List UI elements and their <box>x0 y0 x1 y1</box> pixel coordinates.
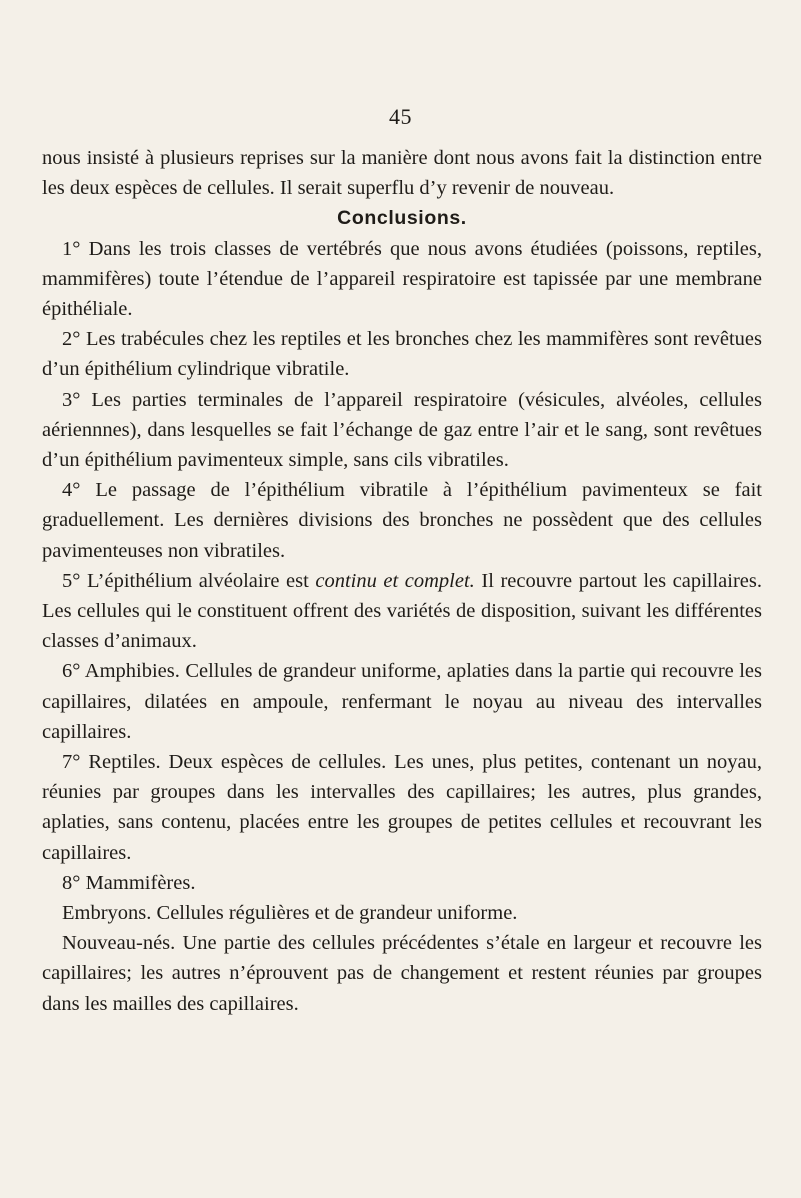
conclusion-2: 2° Les trabécules chez les reptiles et les bronches chez les mammifères sont revêtues d’un épithélium cylindrique vibratile. <box>42 328 762 381</box>
conclusion-5 <box>42 566 762 657</box>
embryos-paragraph: Embryons. Cellules régulières et de grandeur uniforme. <box>62 902 518 925</box>
conclusion-4: 4° Le passage de l’épithélium vibratile à l’épithélium pavimenteux se fait graduellement. Les dernières divisions des bronches ne possèdent que des cellules pavimenteuses non vibratiles. <box>42 479 762 562</box>
section-heading: Conclusions. <box>337 207 467 230</box>
conclusion-5-text: 5° L’épithélium alvéolaire est <box>62 569 316 592</box>
conclusion-7: 7° Reptiles. Deux espèces de cellules. Les unes, plus petites, contenant un noyau, réunies par groupes dans les intervalles des capillaires; les autres, plus grandes, aplaties, sans contenu, placées entre les groupes de petites cellules et recouvrant les capillaires. <box>42 751 762 864</box>
body-text <box>42 143 762 1019</box>
conclusion-6: 6° Amphibies. Cellules de grandeur uniforme, aplaties dans la partie qui recouvre les capillaires, dilatées en ampoule, renfermant le noyau au niveau des intervalles capillaires. <box>42 660 762 743</box>
conclusion-1: 1° Dans les trois classes de vertébrés que nous avons étudiées (poissons, reptiles, mammifères) toute l’étendue de l’appareil respiratoire est tapissée par une membrane épithéliale. <box>42 237 762 321</box>
newborns-paragraph: Nouveau-nés. Une partie des cellules précédentes s’étale en largeur et recouvre les capillaires; les autres n’éprouvent pas de changement et restent réunies par groupes dans les mailles des capillaires. <box>42 932 762 1015</box>
conclusion-8: 8° Mammifères. <box>62 871 196 894</box>
page-number: 45 <box>389 104 412 129</box>
conclusion-5-rest: Il recouvre partout les capillaires. Les cellules qui le constituent offrent des variétés de disposition, suivant les différentes classes d’animaux. <box>42 569 763 653</box>
intro-paragraph: nous insisté à plusieurs reprises sur la manière dont nous avons fait la distinction entre les deux espèces de cellules. Il serait superflu d’y revenir de nouveau. <box>42 147 762 200</box>
conclusion-5-emphasis: continu et complet. <box>315 569 475 592</box>
conclusion-3: 3° Les parties terminales de l’appareil respiratoire (vésicules, alvéoles, cellules aériennnes), dans lesquelles se fait l’échange de gaz entre l’air et le sang, sont revêtues d’un épithélium pavimenteux simple, sans cils vibratiles. <box>42 388 762 472</box>
